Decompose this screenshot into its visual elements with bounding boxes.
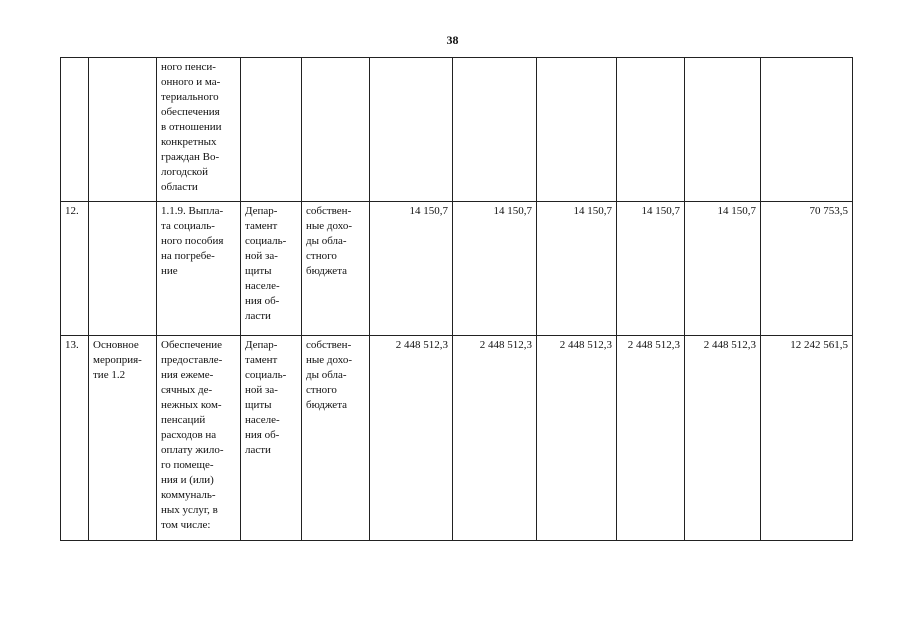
row-number	[61, 58, 89, 202]
table-row	[61, 202, 853, 336]
total-cell: 70 753,5	[761, 202, 853, 336]
value-cell: 14 150,7	[453, 202, 537, 336]
executor-cell: Депар- тамент социаль- ной за- щиты населе- ния об- ласти	[241, 202, 302, 336]
value-cell: 2 448 512,3	[537, 336, 617, 541]
funding-source-cell: собствен- ные дохо- ды обла- стного бюджета	[302, 336, 370, 541]
value-cell: 14 150,7	[617, 202, 685, 336]
value-cell: 14 150,7	[537, 202, 617, 336]
activity-name-cell: ного пенси- онного и ма- териального обеспечения в отношении конкретных граждан Во- логодской области	[157, 58, 241, 202]
value-cell: 2 448 512,3	[453, 336, 537, 541]
executor-cell: Депар- тамент социаль- ной за- щиты населе- ния об- ласти	[241, 336, 302, 541]
activity-name-cell: Обеспечение предоставле- ния ежеме- сячных де- нежных ком- пенсаций расходов на оплату жило- го помеще- ния и (или) коммуналь- ных услуг, в том числе:	[157, 336, 241, 541]
value-cell: 14 150,7	[370, 202, 453, 336]
row-number: 12.	[61, 202, 89, 336]
page-number: 38	[446, 33, 459, 47]
event-cell: Основное мероприя- тие 1.2	[89, 336, 157, 541]
value-cell: 2 448 512,3	[370, 336, 453, 541]
event-cell	[89, 202, 157, 336]
total-cell: 12 242 561,5	[761, 336, 853, 541]
value-cell	[537, 58, 617, 202]
value-cell	[685, 58, 761, 202]
budget-table	[60, 57, 853, 541]
executor-cell	[241, 58, 302, 202]
value-cell	[370, 58, 453, 202]
total-cell	[761, 58, 853, 202]
activity-name-cell: 1.1.9. Выпла- та социаль- ного пособия на погребе- ние	[157, 202, 241, 336]
event-cell	[89, 58, 157, 202]
value-cell: 2 448 512,3	[685, 336, 761, 541]
funding-source-cell: собствен- ные дохо- ды обла- стного бюджета	[302, 202, 370, 336]
funding-source-cell	[302, 58, 370, 202]
value-cell: 14 150,7	[685, 202, 761, 336]
value-cell	[617, 58, 685, 202]
table-row	[61, 58, 853, 202]
row-number: 13.	[61, 336, 89, 541]
table-row	[61, 336, 853, 541]
value-cell	[453, 58, 537, 202]
value-cell: 2 448 512,3	[617, 336, 685, 541]
